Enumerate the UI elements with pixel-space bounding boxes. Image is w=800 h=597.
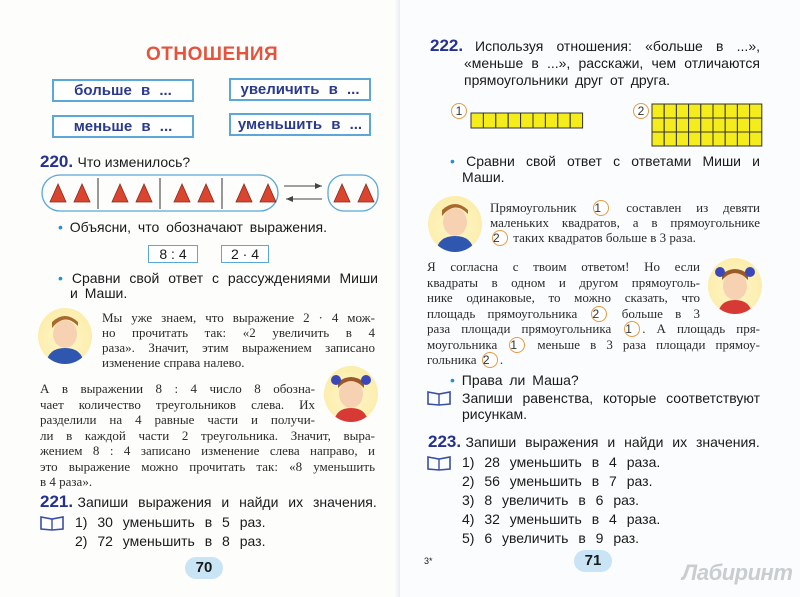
- misha-portrait: [38, 308, 92, 364]
- speech-text: .: [499, 352, 504, 367]
- grid-square: [750, 132, 762, 146]
- masha-portrait: [324, 366, 378, 422]
- triangle: [198, 184, 214, 202]
- page-number: 70: [185, 557, 223, 579]
- equalities-line: рисункам.: [462, 406, 528, 422]
- speech-line: [427, 259, 700, 275]
- grid-square: [689, 104, 701, 118]
- grid-square: [737, 104, 749, 118]
- triangles-diagram: [40, 172, 385, 214]
- speech-text: меньше в 3 раза площади прямоу-: [527, 336, 760, 352]
- speech-text: составлен из девяти: [611, 200, 760, 215]
- section-title: ОТНОШЕНИЯ: [146, 44, 279, 65]
- grid-square: [521, 113, 533, 128]
- bullet-text: Объясни, что обозначают выражения.: [69, 219, 328, 235]
- speech-text: чает количество треугольников слева. Их: [40, 396, 315, 412]
- grid-square: [725, 104, 737, 118]
- task-number: 220.: [40, 152, 74, 171]
- grid-square: [676, 118, 688, 132]
- speech-line: [427, 337, 760, 353]
- rectangle-2-grid: [651, 103, 763, 147]
- bullet-compare-line: Маши.: [462, 169, 505, 185]
- task-number: 222.: [430, 36, 464, 55]
- task-number: 223.: [428, 432, 462, 451]
- speech-line: [40, 397, 315, 413]
- task-question: Что изменилось?: [77, 154, 191, 170]
- speech-text: но прочитать так: «2 увеличить в 4: [102, 325, 375, 340]
- speech-text: раза». Значит, этим выражением записано: [102, 340, 375, 355]
- task-222-heading: [430, 36, 463, 56]
- task-223-heading: [428, 432, 760, 452]
- speech-text: маленьких квадратов, а в прямоугольнике: [490, 215, 760, 230]
- grid-square: [713, 104, 725, 118]
- grid-square: [676, 132, 688, 146]
- speech-text: таких квадратов больше в 3 раза.: [510, 230, 696, 245]
- expression-box-division: 8 : 4: [148, 245, 198, 263]
- task-text: Запиши выражения и найди их значения.: [465, 434, 760, 450]
- bullet-text: Сравни свой ответ с ответами Миши и: [466, 153, 760, 169]
- grid-square: [508, 113, 520, 128]
- grid-square: [664, 118, 676, 132]
- grid-square: [725, 132, 737, 146]
- speech-line: [102, 340, 375, 356]
- rectangle-1-label: 1: [451, 103, 467, 119]
- speech-text: Я согласна с твоим ответом! Но если: [427, 259, 700, 274]
- grid-square: [533, 113, 545, 128]
- grid-square: [737, 118, 749, 132]
- triangle: [112, 184, 128, 202]
- notebook-icon: [427, 455, 451, 471]
- speech-line: [40, 474, 375, 490]
- speech-text: гольника: [427, 352, 480, 367]
- task-number: 221.: [40, 492, 74, 511]
- misha-portrait: [428, 196, 482, 252]
- grid-square: [471, 113, 483, 128]
- task-item: 2) 56 уменьшить в 7 раз.: [462, 473, 653, 489]
- task-220-heading: [40, 152, 190, 172]
- rectangle-reference-circle: 2: [492, 230, 508, 246]
- speech-line: [102, 325, 375, 341]
- speech-text: А в выражении 8 : 4 число 8 обозна-: [40, 381, 315, 396]
- speech-text: нике одинаковые, то можно сказать, что: [427, 290, 700, 305]
- grid-square: [652, 104, 664, 118]
- grid-square: [664, 104, 676, 118]
- triangle: [334, 184, 350, 202]
- task-item: 4) 32 уменьшить в 4 раза.: [462, 511, 661, 527]
- speech-line: [490, 200, 760, 216]
- speech-line: [427, 352, 760, 368]
- relation-box-increase: увеличить в ...: [229, 78, 371, 101]
- rectangle-2-label: 2: [633, 103, 649, 119]
- speech-line: [40, 459, 375, 475]
- grid-square: [737, 132, 749, 146]
- equalities-line: Запиши равенства, которые соответствуют: [462, 390, 760, 406]
- triangle: [260, 184, 276, 202]
- rectangle-1-grid: [470, 112, 584, 130]
- grid-square: [689, 132, 701, 146]
- grid-square: [701, 118, 713, 132]
- grid-square: [652, 118, 664, 132]
- speech-text: это выражение можно прочитать так: «8 уменьшить: [40, 458, 375, 474]
- triangle: [358, 184, 374, 202]
- task-item: 1) 30 уменьшить в 5 раз.: [75, 514, 266, 530]
- speech-text: раза площади прямоугольника: [427, 321, 623, 336]
- bullet-compare-line: и Маши.: [70, 285, 128, 301]
- rectangle-reference-circle: 2: [482, 352, 498, 368]
- speech-line: [40, 381, 315, 397]
- triangle: [50, 184, 66, 202]
- speech-line: [427, 275, 700, 291]
- speech-text: ли в каждой части 2 треугольника. Значит, выра-: [40, 427, 375, 443]
- speech-text: квадраты в одном и другом прямоуголь-: [427, 274, 700, 290]
- task-item: 1) 28 уменьшить в 4 раза.: [462, 454, 661, 470]
- speech-line: [102, 355, 375, 371]
- grid-square: [570, 113, 582, 128]
- grid-square: [664, 132, 676, 146]
- grid-square: [750, 118, 762, 132]
- grid-square: [558, 113, 570, 128]
- task-text: Запиши выражения и найди их значения.: [77, 494, 377, 510]
- task-text-line: прямоугольники друг от друга.: [464, 72, 671, 88]
- speech-text: в 4 раза».: [40, 474, 93, 489]
- speech-text: . А площадь пря-: [642, 321, 760, 336]
- footer-mark: 3*: [424, 556, 433, 566]
- bullet-compare-line: • Сравни свой ответ с ответами Миши и: [450, 153, 760, 169]
- speech-text: моугольника: [427, 336, 508, 352]
- speech-line: [427, 306, 700, 322]
- bullet-text: Права ли Маша?: [461, 372, 579, 388]
- triangle: [174, 184, 190, 202]
- speech-text: изменение справа налево.: [102, 355, 245, 370]
- rectangle-reference-circle: 1: [624, 321, 640, 337]
- speech-line: [490, 230, 760, 246]
- rectangle-reference-circle: 1: [593, 200, 609, 216]
- grid-square: [652, 132, 664, 146]
- expression-box-multiplication: 2 · 4: [221, 245, 269, 263]
- bullet-text: Сравни свой ответ с рассуждениями Миши: [71, 270, 379, 286]
- speech-text: Мы уже знаем, что выражение 2 · 4 мож-: [102, 310, 375, 325]
- bullet-explain: • Объясни, что обозначают выражения.: [58, 219, 328, 235]
- speech-line: [490, 215, 760, 231]
- speech-text: больше в 3: [609, 305, 700, 321]
- triangle: [236, 184, 252, 202]
- grid-square: [725, 118, 737, 132]
- speech-line: [427, 321, 760, 337]
- grid-square: [750, 104, 762, 118]
- grid-square: [676, 104, 688, 118]
- speech-text: площадь прямоугольника: [427, 305, 590, 321]
- notebook-icon: [40, 515, 64, 531]
- task-item: 2) 72 уменьшить в 8 раз.: [75, 533, 266, 549]
- speech-line: [40, 443, 375, 459]
- grid-square: [713, 132, 725, 146]
- rectangle-reference-circle: 2: [591, 306, 607, 322]
- grid-square: [483, 113, 495, 128]
- bullet-compare-line: • Сравни свой ответ с рассуждениями Миши: [58, 270, 379, 286]
- relation-box-decrease: уменьшить в ...: [229, 113, 371, 136]
- speech-line: [40, 428, 375, 444]
- triangle: [74, 184, 90, 202]
- masha-portrait: [708, 258, 762, 314]
- task-item: 3) 8 увеличить в 6 раз.: [462, 492, 640, 508]
- grid-square: [689, 118, 701, 132]
- watermark-logo: Лабиринт: [682, 560, 793, 585]
- grid-square: [701, 132, 713, 146]
- grid-square: [545, 113, 557, 128]
- grid-square: [496, 113, 508, 128]
- notebook-icon: [427, 390, 451, 406]
- speech-text: разделили на 4 равные части и получи-: [40, 412, 315, 427]
- task-text-line: «меньше в ...», расскажи, чем отличаются: [464, 55, 760, 71]
- right-page: [400, 0, 800, 597]
- speech-line: [102, 310, 375, 326]
- speech-line: [40, 412, 315, 428]
- speech-text: Прямоугольник: [490, 200, 592, 215]
- triangle: [136, 184, 152, 202]
- task-text-line: Используя отношения: «больше в ...»,: [475, 38, 760, 54]
- grid-square: [713, 118, 725, 132]
- bullet-masha-right: • Права ли Маша?: [450, 372, 579, 388]
- rectangle-reference-circle: 1: [509, 337, 525, 353]
- speech-line: [427, 290, 700, 306]
- relation-box-more: больше в ...: [52, 79, 194, 102]
- page-number: 71: [574, 550, 612, 572]
- grid-square: [701, 104, 713, 118]
- task-item: 5) 6 увеличить в 9 раз.: [462, 530, 640, 546]
- speech-text: жением 8 : 4 записано изменение слева направо, и: [40, 443, 375, 458]
- task-221-heading: [40, 492, 377, 512]
- relation-box-less: меньше в ...: [52, 115, 194, 138]
